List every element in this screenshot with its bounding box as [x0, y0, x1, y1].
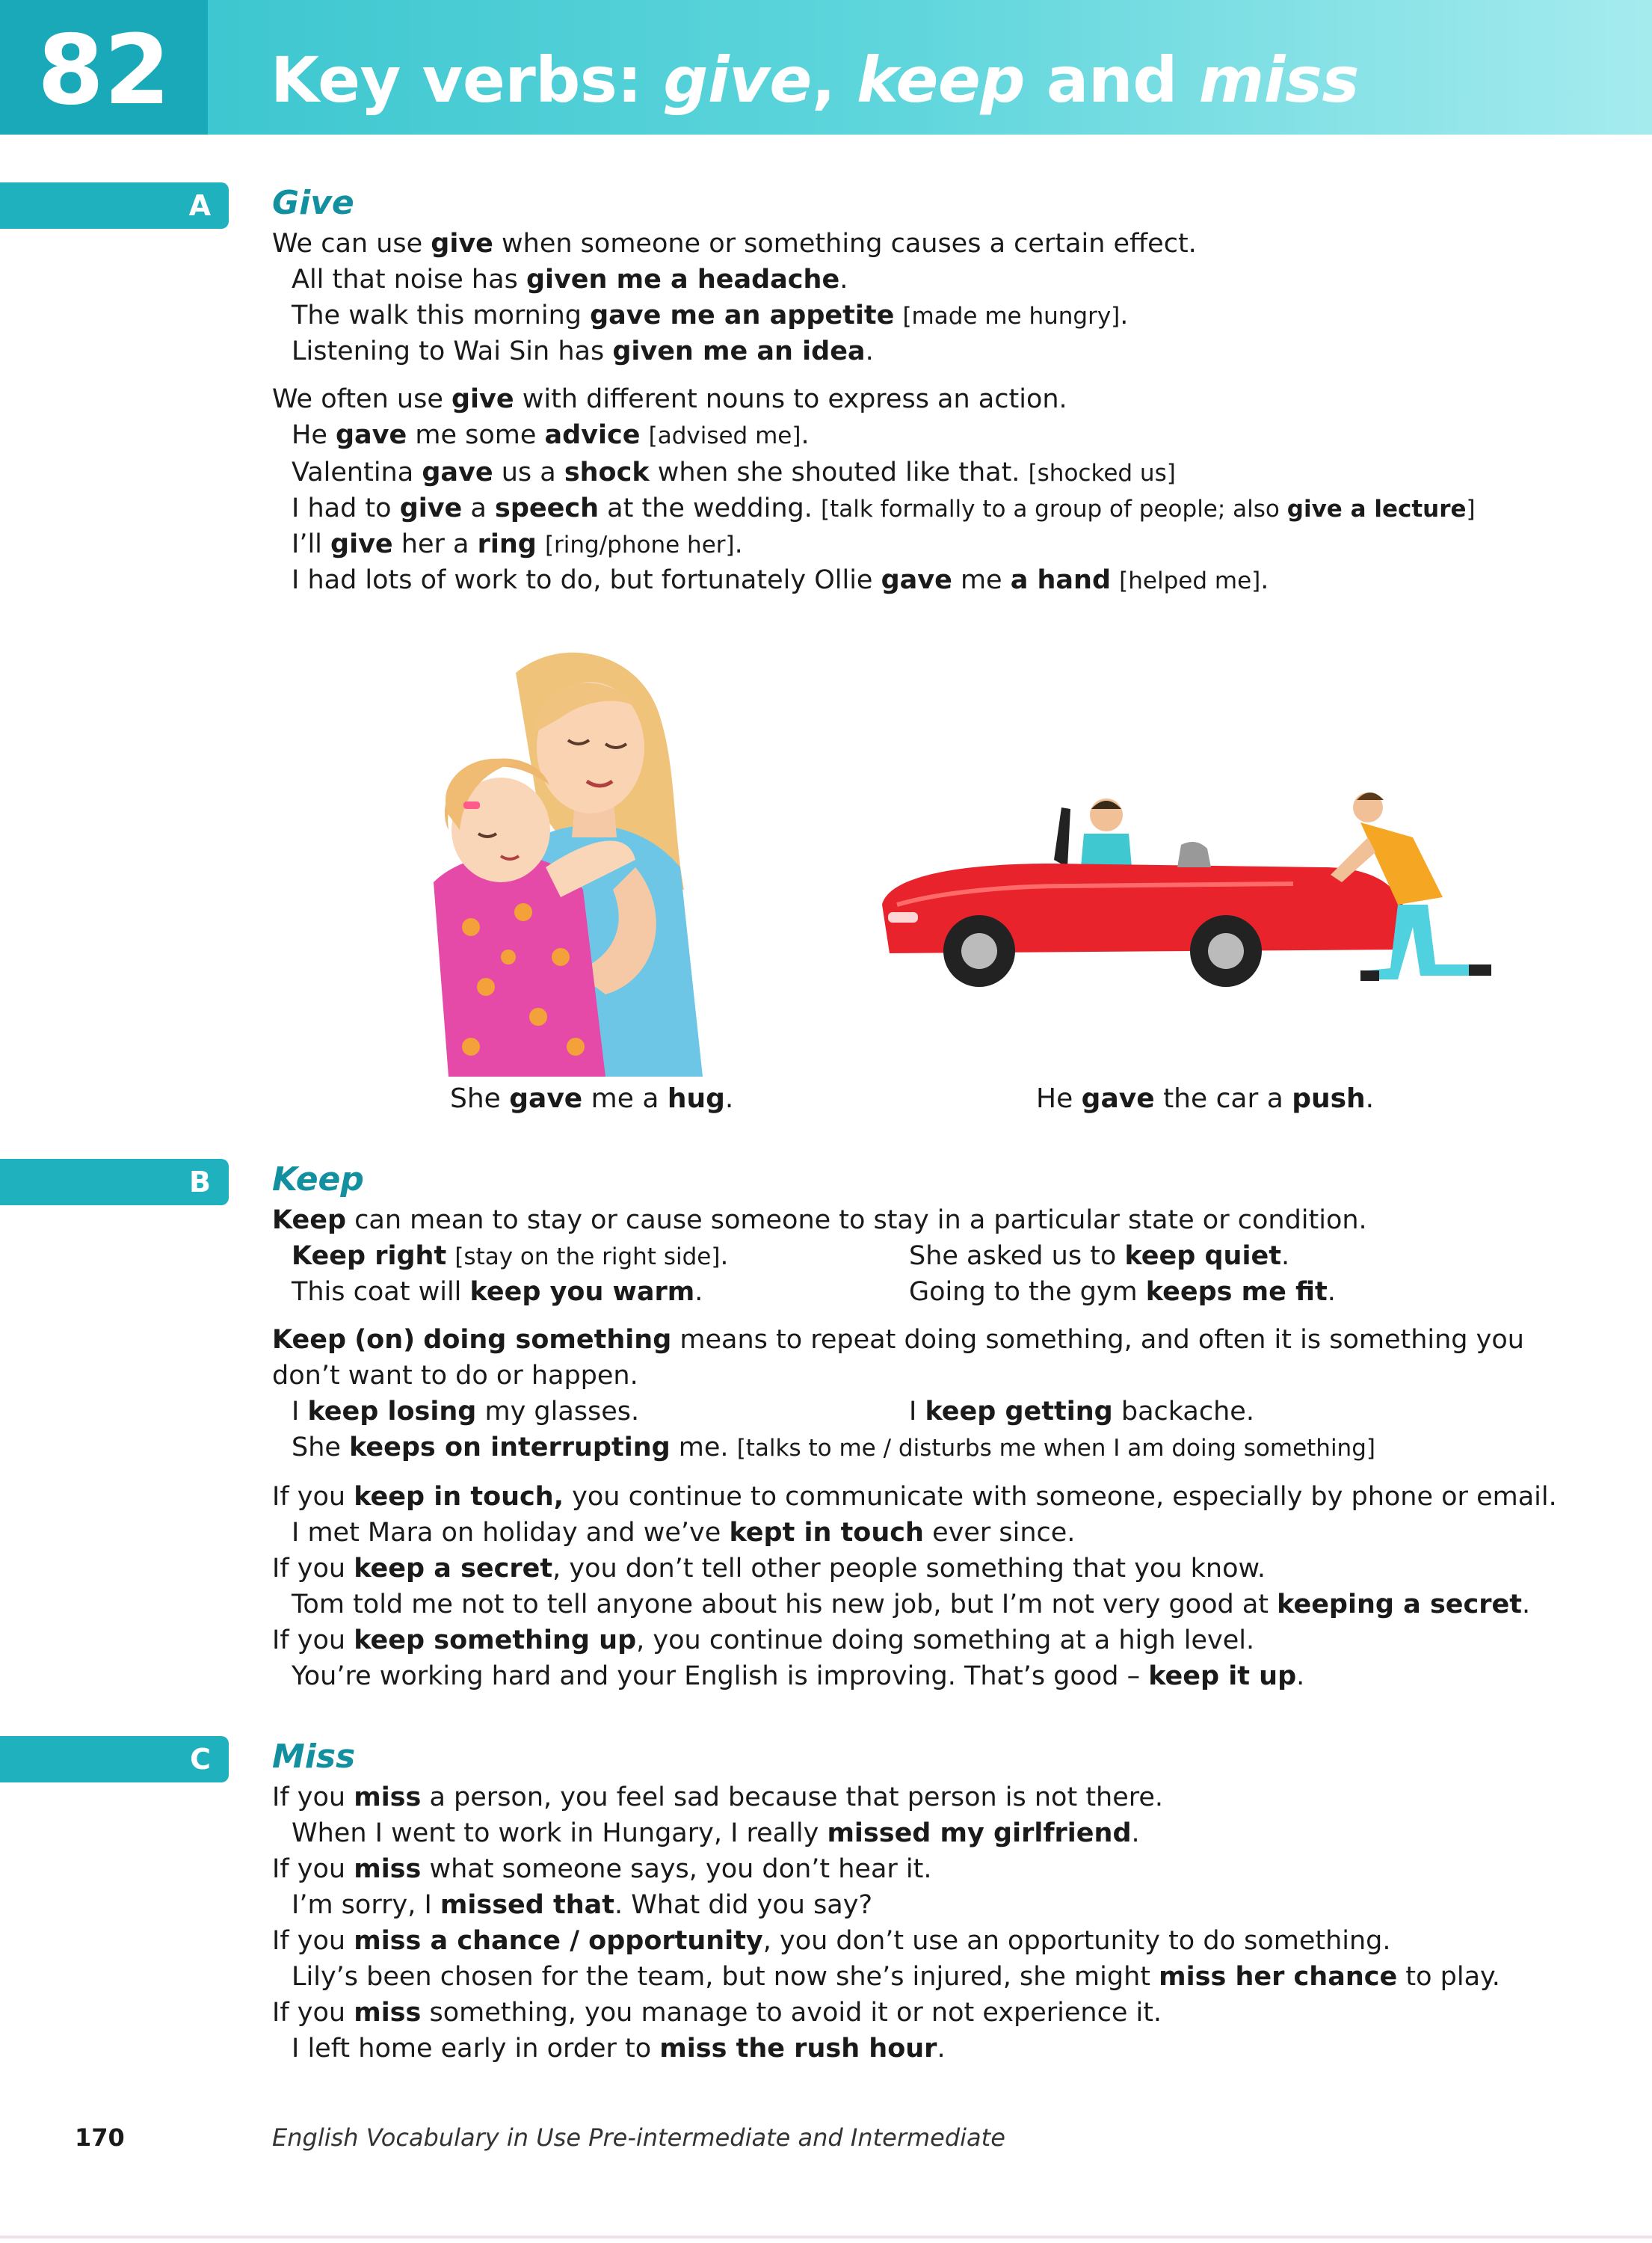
section-b-example: I keep losing my glasses.: [292, 1397, 640, 1427]
section-b-example: She keeps on interrupting me. [talks to me / disturbs me when I am doing something]: [292, 1433, 1375, 1462]
caption-hug: She gave me a hug.: [450, 1083, 734, 1114]
section-a-line: We can use give when someone or something causes a certain effect.: [272, 229, 1197, 259]
section-b-example: Going to the gym keeps me fit.: [909, 1277, 1336, 1307]
section-b-example: You’re working hard and your English is improving. That’s good – keep it up.: [292, 1661, 1305, 1691]
section-b-example: Keep right [stay on the right side].: [292, 1241, 729, 1271]
section-a-example: Valentina gave us a shock when she shouted like that. [shocked us]: [292, 458, 1176, 487]
section-b-line: Keep can mean to stay or cause someone to stay in a particular state or condition.: [272, 1205, 1367, 1235]
section-b-line: If you keep something up, you continue doing something at a high level.: [272, 1625, 1255, 1655]
section-c-example: I’m sorry, I missed that. What did you say?: [292, 1890, 873, 1920]
hug-illustration: [389, 643, 777, 1077]
section-a-title: Give: [272, 184, 354, 222]
page-number: 170: [75, 2123, 125, 2152]
unit-number: 82: [37, 15, 171, 126]
section-c-example: Lily’s been chosen for the team, but now she’s injured, she might miss her chance to play.: [292, 1962, 1500, 1992]
section-a-example: He gave me some advice [advised me].: [292, 420, 810, 450]
section-a-example: I had lots of work to do, but fortunately Ollie gave me a hand [helped me].: [292, 565, 1269, 595]
unit-header: [0, 0, 1652, 135]
unit-number-box: [0, 0, 208, 135]
section-b-example: I met Mara on holiday and we’ve kept in touch ever since.: [292, 1518, 1076, 1548]
unit-title: Key verbs: give, keep and miss: [271, 43, 1359, 117]
section-a-example: I’ll give her a ring [ring/phone her].: [292, 529, 743, 559]
section-c-title: Miss: [272, 1738, 356, 1776]
bottom-rule: [0, 2236, 1652, 2239]
section-b-tab: B: [0, 1159, 229, 1205]
section-b-example: This coat will keep you warm.: [292, 1277, 703, 1307]
section-b-line: If you keep in touch, you continue to communicate with someone, especially by phone or email.: [272, 1482, 1557, 1512]
section-b-example: Tom told me not to tell anyone about his new job, but I’m not very good at keeping a secret.: [292, 1590, 1531, 1619]
book-title: English Vocabulary in Use Pre-intermediate and Intermediate: [272, 2123, 1005, 2152]
section-b-line: Keep (on) doing something means to repeat doing something, and often it is something you: [272, 1325, 1524, 1355]
section-a-example: The walk this morning gave me an appetite [made me hungry].: [292, 301, 1129, 330]
section-c-example: When I went to work in Hungary, I really missed my girlfriend.: [292, 1818, 1140, 1848]
section-c-line: If you miss what someone says, you don’t hear it.: [272, 1854, 932, 1884]
section-a-example: All that noise has given me a headache.: [292, 265, 848, 295]
section-a-example: I had to give a speech at the wedding. [talk formally to a group of people; also give a lecture]: [292, 493, 1476, 523]
section-c-example: I left home early in order to miss the rush hour.: [292, 2034, 946, 2064]
section-c-tab: C: [0, 1736, 229, 1782]
section-c-line: If you miss a person, you feel sad because that person is not there.: [272, 1782, 1164, 1812]
car-push-illustration: [875, 793, 1502, 994]
section-a-line: We often use give with different nouns to express an action.: [272, 384, 1067, 414]
section-b-line: don’t want to do or happen.: [272, 1361, 638, 1391]
section-b-example: She asked us to keep quiet.: [909, 1241, 1290, 1271]
section-b-title: Keep: [272, 1160, 364, 1199]
section-c-line: If you miss something, you manage to avoid it or not experience it.: [272, 1998, 1162, 2028]
section-a-example: Listening to Wai Sin has given me an idea.: [292, 336, 874, 366]
section-b-example: I keep getting backache.: [909, 1397, 1254, 1427]
section-c-line: If you miss a chance / opportunity, you don’t use an opportunity to do something.: [272, 1926, 1391, 1956]
section-b-line: If you keep a secret, you don’t tell other people something that you know.: [272, 1554, 1266, 1584]
section-a-tab: A: [0, 182, 229, 229]
caption-push: He gave the car a push.: [1036, 1083, 1375, 1114]
